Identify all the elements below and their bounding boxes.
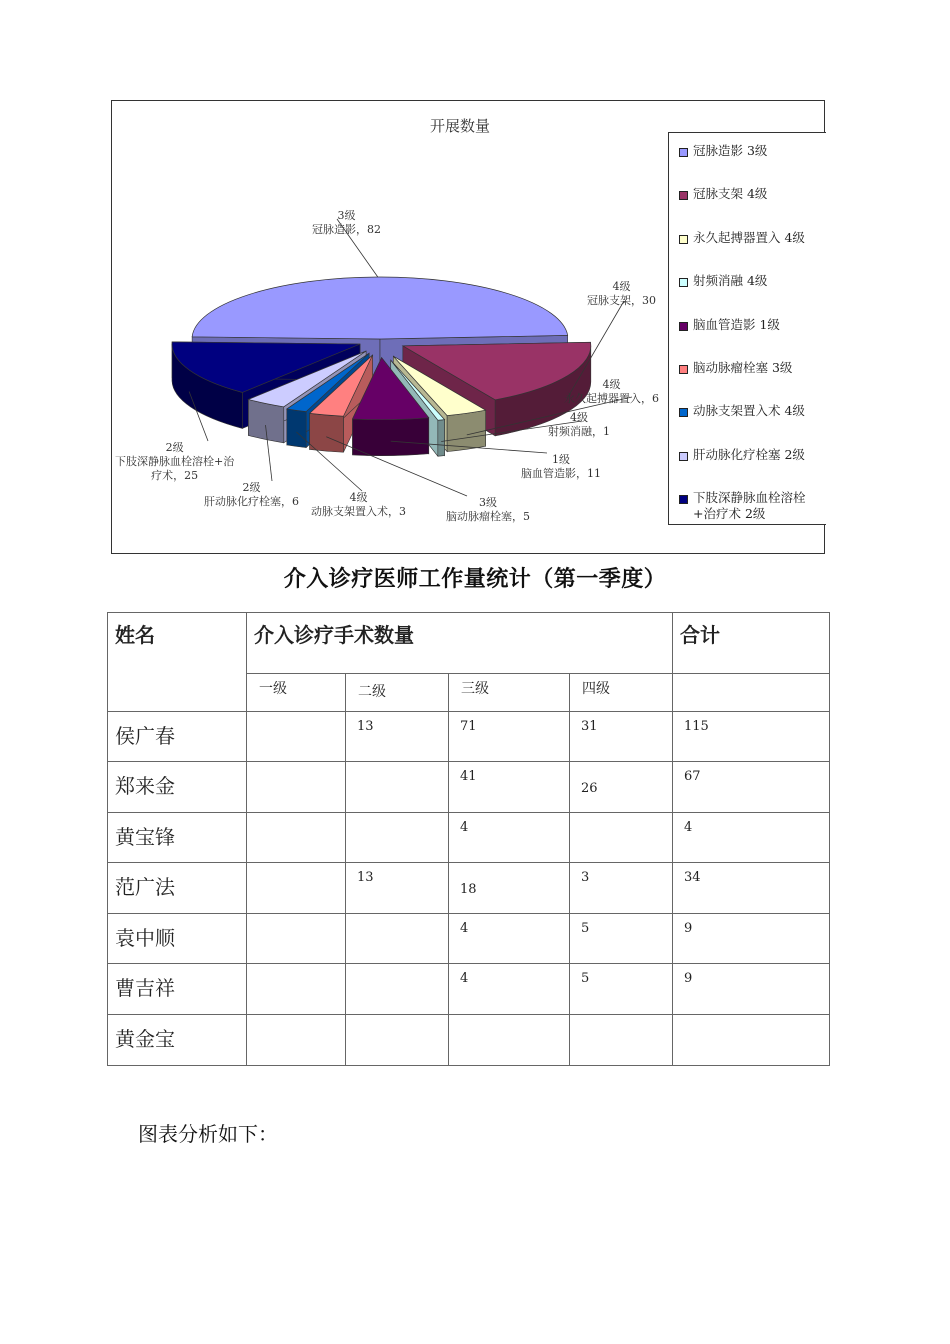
cell-grade-4: 26 [570, 762, 673, 813]
slice-label-cerebral-angiography: 1级 脑血管造影，11 [521, 453, 601, 480]
cell-grade-1 [247, 1015, 346, 1066]
cell-grade-1 [247, 813, 346, 863]
cell-grade-3: 41 [449, 762, 570, 813]
pie-slice-rim [287, 409, 306, 448]
pie-slice-1 [192, 277, 568, 339]
cell-grade-2: 13 [346, 863, 449, 914]
cell-name: 范广法 [108, 863, 247, 914]
slice-label-coronary-stent: 4级 冠脉支架，30 [587, 280, 656, 307]
table-header-row [108, 613, 830, 674]
cell-grade-2 [346, 813, 449, 863]
cell-grade-3: 18 [449, 863, 570, 914]
pie-slice-rim [310, 413, 344, 452]
slice-label-dvt-thrombolysis: 2级 下肢深静脉血栓溶栓+治 疗术，25 [115, 441, 235, 482]
slice-label-arterial-stent: 4级 动脉支架置入术，3 [311, 491, 406, 518]
legend-swatch [679, 365, 688, 374]
chart-title: 开展数量 [430, 117, 491, 135]
cell-grade-2: 13 [346, 712, 449, 762]
subheader-grade-2: 二级 [346, 674, 449, 712]
subheader-total-empty [673, 674, 830, 712]
legend-swatch [679, 191, 688, 200]
table-title: 介入诊疗医师工作量统计（第一季度） [283, 567, 667, 592]
pie-chart-svg [112, 101, 668, 553]
cell-grade-3 [449, 1015, 570, 1066]
cell-grade-3: 4 [449, 964, 570, 1015]
header-name: 姓名 [108, 613, 247, 712]
legend-swatch [679, 452, 688, 461]
cell-grade-1 [247, 762, 346, 813]
workload-table [107, 612, 830, 1066]
table-row [108, 863, 830, 914]
table-row [108, 964, 830, 1015]
cell-name: 曹吉祥 [108, 964, 247, 1015]
table-row [108, 914, 830, 964]
pie-slice-rim [352, 418, 428, 456]
pie-slice-rim [438, 420, 445, 457]
cell-total: 9 [673, 964, 830, 1015]
cell-grade-1 [247, 712, 346, 762]
cell-name: 黄金宝 [108, 1015, 247, 1066]
cell-name: 黄宝锋 [108, 813, 247, 863]
cell-grade-1 [247, 863, 346, 914]
cell-grade-4: 5 [570, 914, 673, 964]
subheader-grade-3: 三级 [449, 674, 570, 712]
table-row [108, 1015, 830, 1066]
cell-grade-2 [346, 762, 449, 813]
slice-label-pacemaker: 4级 永久起搏器置入，6 [564, 378, 659, 405]
slice-label-coronary-angiography: 3级 冠脉造影，82 [312, 209, 381, 236]
slice-label-aneurysm-embolization: 3级 脑动脉瘤栓塞，5 [446, 496, 530, 523]
cell-total [673, 1015, 830, 1066]
legend-swatch [679, 495, 688, 504]
chart-legend: 冠脉造影 3级 冠脉支架 4级 永久起搏器置入 4级 射频消融 4级 脑血管造影 1级 脑动脉瘤栓塞 3级 动脉支架置入术 4级 肝动脉化疗栓塞 2级 下肢深静脉血栓溶栓+治疗术 2级 [668, 132, 826, 525]
cell-grade-2 [346, 1015, 449, 1066]
cell-total: 115 [673, 712, 830, 762]
legend-swatch [679, 148, 688, 157]
cell-grade-4: 3 [570, 863, 673, 914]
legend-swatch [679, 235, 688, 244]
cell-grade-1 [247, 914, 346, 964]
cell-grade-1 [247, 964, 346, 1015]
cell-name: 袁中顺 [108, 914, 247, 964]
pie-slice-rim [447, 410, 486, 451]
subheader-grade-4: 四级 [570, 674, 673, 712]
cell-total: 34 [673, 863, 830, 914]
subheader-grade-1: 一级 [247, 674, 346, 712]
table-row [108, 712, 830, 762]
header-procedure-count: 介入诊疗手术数量 [247, 613, 673, 674]
cell-grade-2 [346, 964, 449, 1015]
slice-label-radiofrequency-ablation: 4级 射频消融，1 [548, 411, 610, 438]
cell-grade-4 [570, 1015, 673, 1066]
analysis-heading: 图表分析如下： [138, 1122, 278, 1146]
cell-grade-4 [570, 813, 673, 863]
cell-grade-3: 4 [449, 914, 570, 964]
cell-grade-4: 31 [570, 712, 673, 762]
cell-grade-4: 5 [570, 964, 673, 1015]
cell-grade-3: 4 [449, 813, 570, 863]
cell-grade-2 [346, 914, 449, 964]
cell-name: 郑来金 [108, 762, 247, 813]
legend-swatch [679, 278, 688, 287]
table-row [108, 813, 830, 863]
cell-total: 4 [673, 813, 830, 863]
header-total: 合计 [673, 613, 830, 674]
cell-name: 侯广春 [108, 712, 247, 762]
cell-total: 67 [673, 762, 830, 813]
cell-total: 9 [673, 914, 830, 964]
pie-chart-frame [111, 100, 825, 554]
cell-grade-3: 71 [449, 712, 570, 762]
legend-swatch [679, 408, 688, 417]
legend-swatch [679, 322, 688, 331]
table-row [108, 762, 830, 813]
slice-label-hepatic-chemoembolization: 2级 肝动脉化疗栓塞，6 [204, 481, 299, 508]
